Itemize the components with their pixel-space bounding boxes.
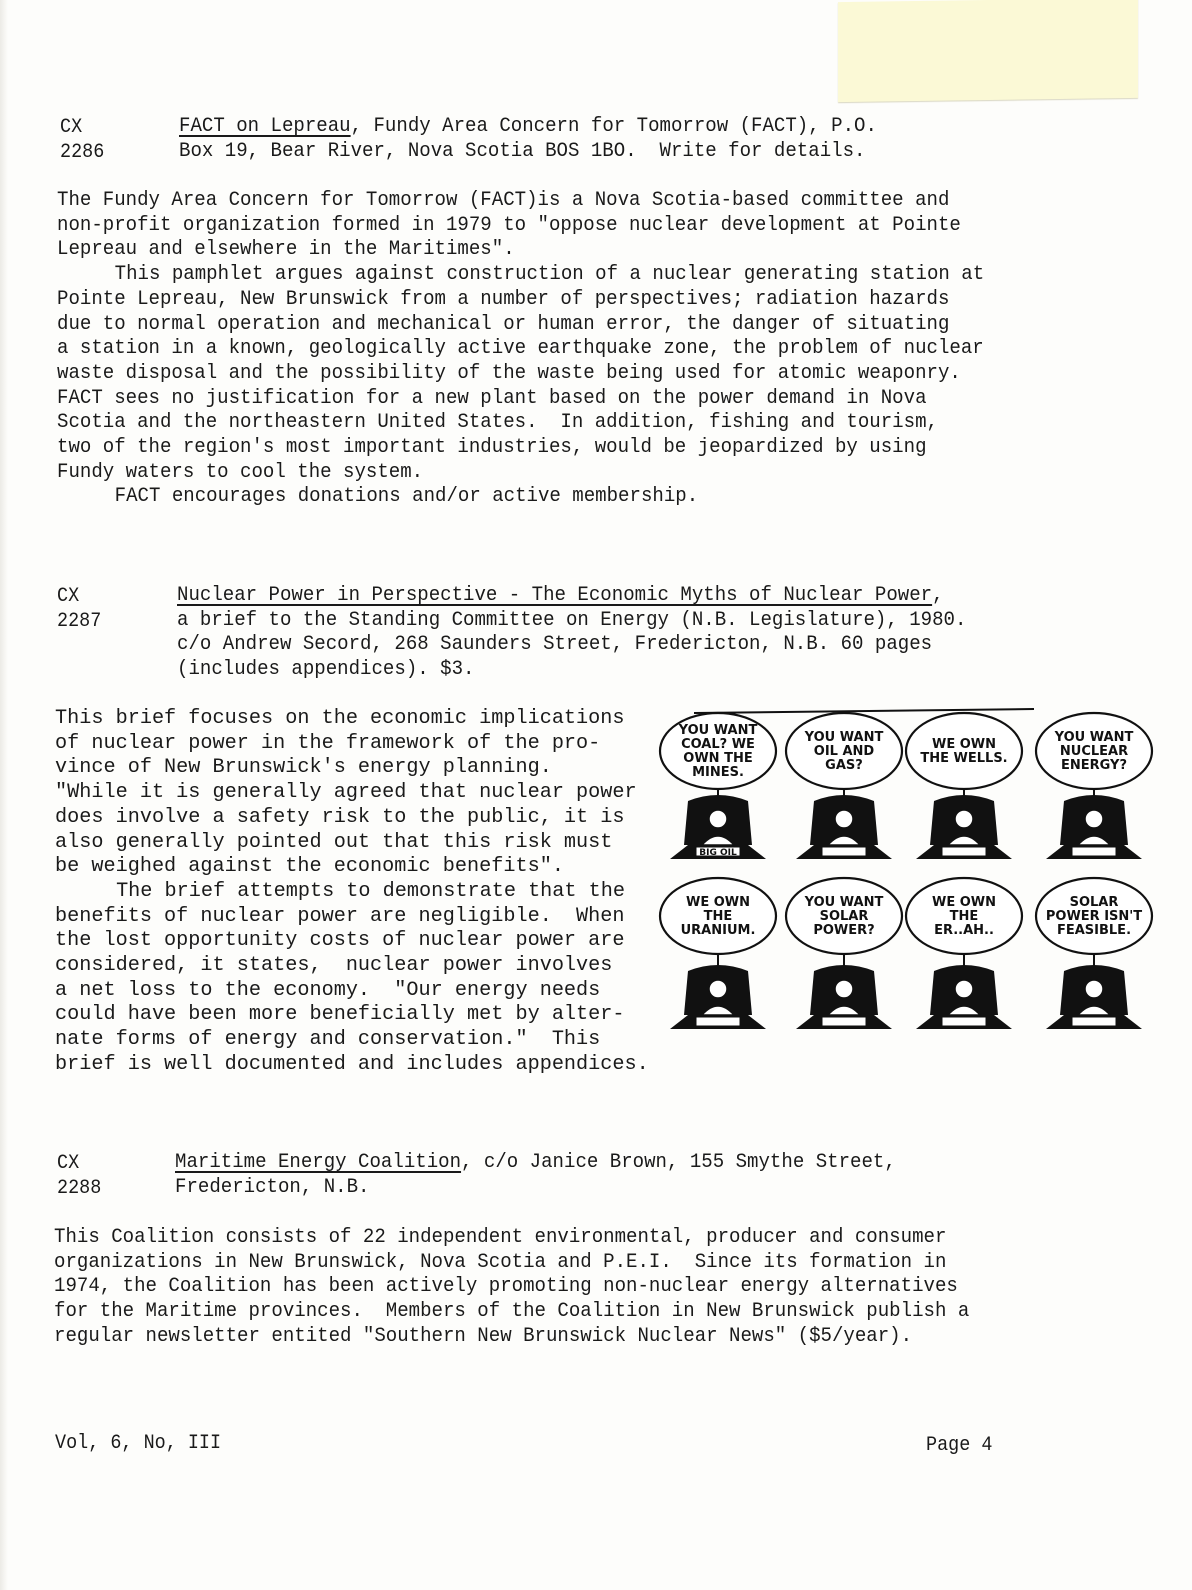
bubble-text: OWN THE bbox=[683, 751, 753, 766]
citation-text: a brief to the Standing Committee on Energy (N.B. Legislature), 1980. bbox=[177, 608, 967, 632]
body-line: nate forms of energy and conservation." This bbox=[55, 1028, 601, 1052]
bubble-text: THE WELLS. bbox=[920, 751, 1008, 766]
bubble-text: SOLAR bbox=[1069, 895, 1119, 910]
sticky-note bbox=[838, 0, 1138, 102]
body-line: for the Maritime provinces. Members of the Coalition in New Brunswick publish a bbox=[54, 1300, 970, 1324]
body-line: Lepreau and elsewhere in the Maritimes". bbox=[57, 238, 515, 262]
bubble-text: ENERGY? bbox=[1061, 758, 1127, 773]
page-edge bbox=[0, 0, 8, 1590]
desk-nameplate bbox=[1072, 1017, 1116, 1026]
entry-title: Maritime Energy Coalition bbox=[175, 1151, 462, 1174]
citation-text: Fredericton, N.B. bbox=[175, 1175, 370, 1199]
citation-text: , c/o Janice Brown, 155 Smythe Street, bbox=[461, 1151, 896, 1174]
body-line: 1974, the Coalition has been actively promoting non-nuclear energy alternatives bbox=[54, 1275, 958, 1299]
entry-body-2288 bbox=[54, 1226, 969, 1350]
desk-nameplate bbox=[942, 847, 986, 856]
body-line: regular newsletter entited "Southern New Brunswick Nuclear News" ($5/year). bbox=[54, 1324, 913, 1348]
entry-code-prefix: CX bbox=[60, 116, 83, 139]
body-line: The brief attempts to demonstrate that the bbox=[116, 879, 626, 903]
entry-code-number: 2287 bbox=[57, 609, 102, 633]
bubble-text: SOLAR bbox=[819, 909, 869, 924]
citation-2288 bbox=[175, 1151, 896, 1200]
entry-code-prefix: CX bbox=[57, 1152, 80, 1175]
figure-head bbox=[835, 810, 853, 828]
body-line: of nuclear power in the framework of the pro- bbox=[55, 731, 601, 755]
entry-body-2286 bbox=[57, 189, 984, 510]
body-line: a net loss to the economy. "Our energy needs bbox=[55, 978, 601, 1002]
footer-volume: Vol, 6, No, III bbox=[55, 1432, 222, 1455]
body-line: Scotia and the northeastern United States. In addition, fishing and tourism, bbox=[57, 411, 938, 435]
bubble-text: THE bbox=[703, 909, 733, 924]
body-line: considered, it states, nuclear power involves bbox=[55, 954, 613, 978]
bubble-text: NUCLEAR bbox=[1059, 744, 1129, 759]
entry-code-2286 bbox=[60, 116, 104, 165]
body-line: brief is well documented and includes appendices. bbox=[55, 1052, 649, 1076]
desk-nameplate bbox=[822, 847, 866, 856]
bubble-text: YOU WANT bbox=[678, 723, 758, 738]
body-line: This brief focuses on the economic implications bbox=[55, 707, 625, 730]
body-line: a station in a known, geologically active earthquake zone, the problem of nuclear bbox=[57, 337, 984, 361]
body-line: Fundy waters to cool the system. bbox=[57, 460, 424, 484]
body-line: non-profit organization formed in 1979 to "oppose nuclear development at Pointe bbox=[57, 213, 961, 237]
cartoon-panel bbox=[660, 878, 776, 1029]
bubble-text: POWER? bbox=[813, 923, 875, 938]
citation-text: (includes appendices). $3. bbox=[177, 658, 475, 682]
cartoon-panel bbox=[786, 713, 902, 859]
body-line: vince of New Brunswick's energy planning. bbox=[55, 756, 552, 780]
bubble-text: YOU WANT bbox=[804, 895, 884, 910]
cartoon-illustration bbox=[654, 706, 1166, 1064]
body-line: could have been more beneficially met by alter- bbox=[55, 1003, 625, 1027]
figure-head bbox=[1085, 980, 1103, 998]
bubble-text: WE OWN bbox=[685, 895, 751, 910]
body-line: two of the region's most important industries, would be jeopardized by using bbox=[57, 436, 927, 460]
bubble-text: WE OWN bbox=[931, 895, 997, 910]
body-line: "While it is generally agreed that nuclear power bbox=[55, 781, 637, 805]
figure-head bbox=[835, 980, 853, 998]
figure-head bbox=[709, 810, 727, 828]
desk-nameplate bbox=[696, 1017, 740, 1026]
footer-page-number: Page 4 bbox=[926, 1434, 993, 1457]
desk-nameplate bbox=[1072, 847, 1116, 856]
body-line: This Coalition consists of 22 independent environmental, producer and consumer bbox=[54, 1226, 947, 1249]
figure-head bbox=[709, 980, 727, 998]
body-line: organizations in New Brunswick, Nova Scotia and P.E.I. Since its formation in bbox=[54, 1250, 947, 1274]
body-line: does involve a safety risk to the public, it is bbox=[55, 805, 625, 829]
entry-code-2288 bbox=[57, 1152, 101, 1201]
desk-nameplate bbox=[942, 1017, 986, 1026]
body-line: waste disposal and the possibility of the waste being used for atomic weaponry. bbox=[57, 361, 961, 385]
body-line: FACT encourages donations and/or active membership. bbox=[114, 485, 699, 509]
citation-2286 bbox=[179, 115, 877, 164]
cartoon-panel bbox=[1036, 878, 1152, 1029]
bubble-text: YOU WANT bbox=[804, 730, 884, 745]
entry-code-number: 2288 bbox=[57, 1176, 102, 1200]
cartoon-panel bbox=[786, 878, 902, 1029]
cartoon-panel bbox=[906, 713, 1022, 859]
bubble-text: WE OWN bbox=[931, 737, 997, 752]
entry-code-number: 2286 bbox=[60, 140, 105, 164]
bubble-text: URANIUM. bbox=[680, 923, 756, 938]
cartoon-top-rule bbox=[694, 709, 1034, 713]
entry-code-prefix: CX bbox=[57, 585, 80, 608]
body-line: FACT sees no justification for a new plant based on the power demand in Nova bbox=[57, 386, 927, 410]
bubble-text: GAS? bbox=[825, 758, 863, 773]
body-line: This pamphlet argues against construction of a nuclear generating station at bbox=[114, 263, 985, 287]
citation-text: c/o Andrew Secord, 268 Saunders Street, Fredericton, N.B. 60 pages bbox=[177, 633, 933, 657]
citation-text: Box 19, Bear River, Nova Scotia BOS 1BO. Write for details. bbox=[179, 139, 866, 163]
body-line: The Fundy Area Concern for Tomorrow (FACT)is a Nova Scotia-based committee and bbox=[57, 189, 950, 212]
bubble-text: YOU WANT bbox=[1054, 730, 1134, 745]
entry-title: Nuclear Power in Perspective - The Economic Myths of Nuclear Power bbox=[177, 584, 933, 607]
cartoon-panel bbox=[906, 878, 1022, 1029]
body-line: benefits of nuclear power are negligible. When bbox=[55, 904, 625, 928]
cartoon-panel bbox=[1036, 713, 1152, 859]
cartoon-panel bbox=[660, 713, 776, 859]
body-line: the lost opportunity costs of nuclear power are bbox=[55, 929, 625, 953]
bubble-text: POWER ISN'T bbox=[1045, 909, 1143, 924]
figure-head bbox=[955, 810, 973, 828]
entry-code-2287 bbox=[57, 585, 101, 634]
figure-head bbox=[1085, 810, 1103, 828]
desk-nameplate bbox=[822, 1017, 866, 1026]
desk-sign-text: BIG OIL bbox=[699, 848, 737, 858]
figure-head bbox=[955, 980, 973, 998]
citation-2287 bbox=[177, 584, 966, 683]
citation-text: , bbox=[932, 584, 944, 607]
body-line: Pointe Lepreau, New Brunswick from a number of perspectives; radiation hazards bbox=[57, 287, 950, 311]
body-line: be weighed against the economic benefits". bbox=[55, 855, 564, 879]
bubble-text: MINES. bbox=[692, 765, 744, 780]
body-line: also generally pointed out that this risk must bbox=[55, 830, 613, 854]
bubble-text: FEASIBLE. bbox=[1056, 923, 1132, 938]
bubble-text: THE bbox=[949, 909, 979, 924]
citation-text: , Fundy Area Concern for Tomorrow (FACT), P.O. bbox=[350, 115, 877, 138]
bubble-text: ER..AH.. bbox=[934, 923, 994, 938]
bubble-text: COAL? WE bbox=[681, 737, 755, 752]
body-line: due to normal operation and mechanical or human error, the danger of situating bbox=[57, 312, 950, 336]
entry-title: FACT on Lepreau bbox=[179, 115, 351, 138]
entry-body-2287 bbox=[55, 707, 649, 1078]
bubble-text: OIL AND bbox=[813, 744, 875, 759]
